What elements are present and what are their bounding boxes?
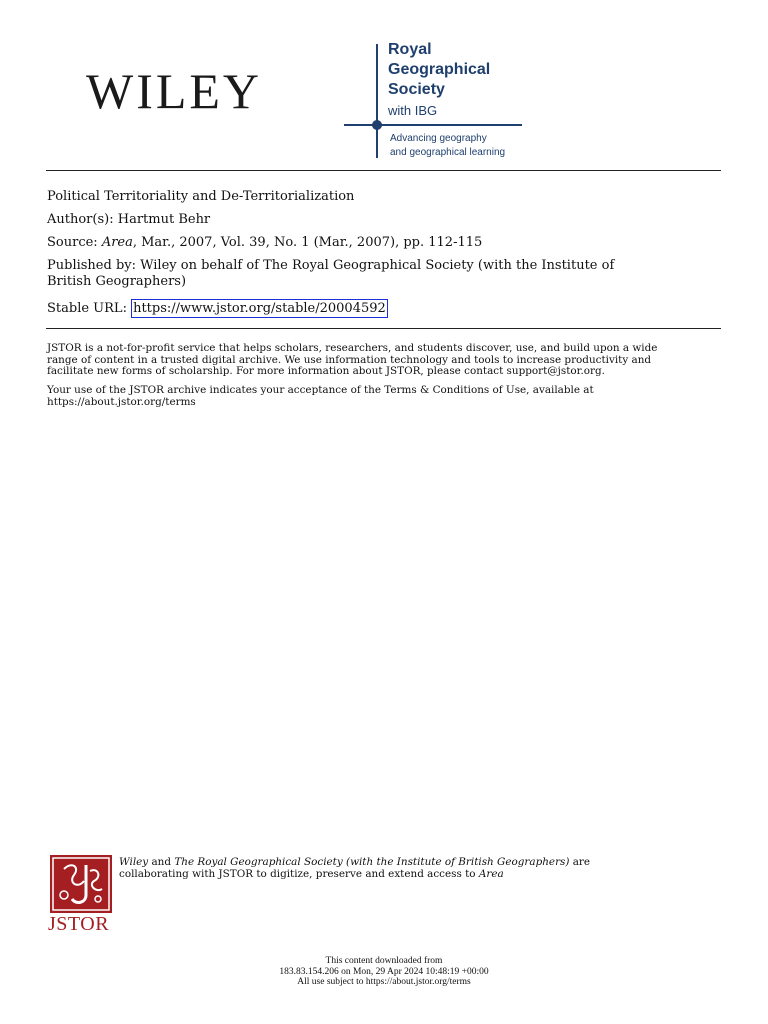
jstor-ornament-icon [50, 855, 112, 913]
rgs-logo-tagline1: Advancing geography [390, 133, 487, 144]
header-divider [46, 170, 721, 171]
rgs-logo-tagline2: and geographical learning [390, 147, 506, 158]
jstor-logo-text: JSTOR [48, 913, 110, 935]
footer-line1: This content downloaded from [325, 956, 443, 966]
collab-line2-text: collaborating with JSTOR to digitize, preserve and extend access to [119, 868, 479, 880]
rgs-logo [344, 40, 544, 162]
collab-line2 [119, 868, 679, 880]
collab-line1 [119, 856, 679, 868]
article-title: Political Territoriality and De-Territorialization [47, 189, 355, 204]
footer-line3: All use subject to https://about.jstor.org/terms [297, 977, 471, 987]
notice-p1-line1: JSTOR is a not-for-profit service that helps scholars, researchers, and students discover, use, and build upon a wide [47, 342, 658, 354]
stable-url-line [47, 299, 388, 318]
rgs-logo-name [388, 40, 490, 100]
jstor-notice-paragraph2 [47, 385, 727, 408]
download-footer [0, 956, 768, 988]
source-line [47, 235, 482, 251]
rgs-logo-line2: Geographical [388, 61, 491, 78]
rgs-logo-line1: Royal [388, 41, 432, 58]
jstor-notice-paragraph1 [47, 343, 727, 378]
footer-line2: 183.83.154.206 on Mon, 29 Apr 2024 10:48:19 +00:00 [279, 966, 489, 977]
rgs-logo-vertical-line [376, 44, 378, 158]
published-line1 [47, 258, 614, 274]
rgs-logo-ibg: with IBG [388, 103, 438, 118]
stable-url-link[interactable]: https://www.jstor.org/stable/20004592 [133, 301, 386, 316]
author-line [47, 212, 210, 228]
author-label: Author(s): [47, 212, 118, 227]
rgs-logo-tagline [390, 132, 505, 160]
collab-journal: Area [478, 868, 504, 880]
collab-and: and [148, 856, 175, 868]
notice-p1-line2: range of content in a trusted digital archive. We use information technology and tools to increase productivity and [47, 353, 652, 366]
stable-url-label: Stable URL: [47, 301, 132, 316]
published-by [47, 258, 614, 290]
rgs-logo-dot [372, 120, 382, 130]
collab-wiley: Wiley [119, 856, 149, 868]
source-journal: Area [101, 235, 133, 250]
rgs-logo-line3: Society [388, 81, 445, 98]
jstor-logo-mark [50, 855, 112, 913]
published-text1: Wiley on behalf of The Royal Geographical Society (with the Institute of [140, 258, 615, 273]
wiley-logo: WILEY [86, 63, 263, 119]
author-name: Hartmut Behr [117, 212, 211, 227]
collab-society: The Royal Geographical Society (with the Institute of British Geographers) [174, 856, 570, 868]
notice-p2-line2: https://about.jstor.org/terms [47, 395, 196, 408]
published-label: Published by: [47, 258, 141, 273]
metadata-divider [46, 328, 721, 329]
source-label: Source: [47, 235, 102, 250]
source-details: , Mar., 2007, Vol. 39, No. 1 (Mar., 2007), pp. 112-115 [132, 235, 483, 250]
notice-p1-line3: facilitate new forms of scholarship. For more information about JSTOR, please contact support@jstor.org. [47, 365, 605, 377]
collab-are: are [569, 856, 591, 868]
published-line2: British Geographers) [47, 274, 187, 289]
notice-p2-line1: Your use of the JSTOR archive indicates your acceptance of the Terms & Conditions of Use, available at [47, 384, 594, 396]
collaboration-statement [119, 856, 679, 880]
rgs-logo-horizontal-line [344, 124, 522, 126]
